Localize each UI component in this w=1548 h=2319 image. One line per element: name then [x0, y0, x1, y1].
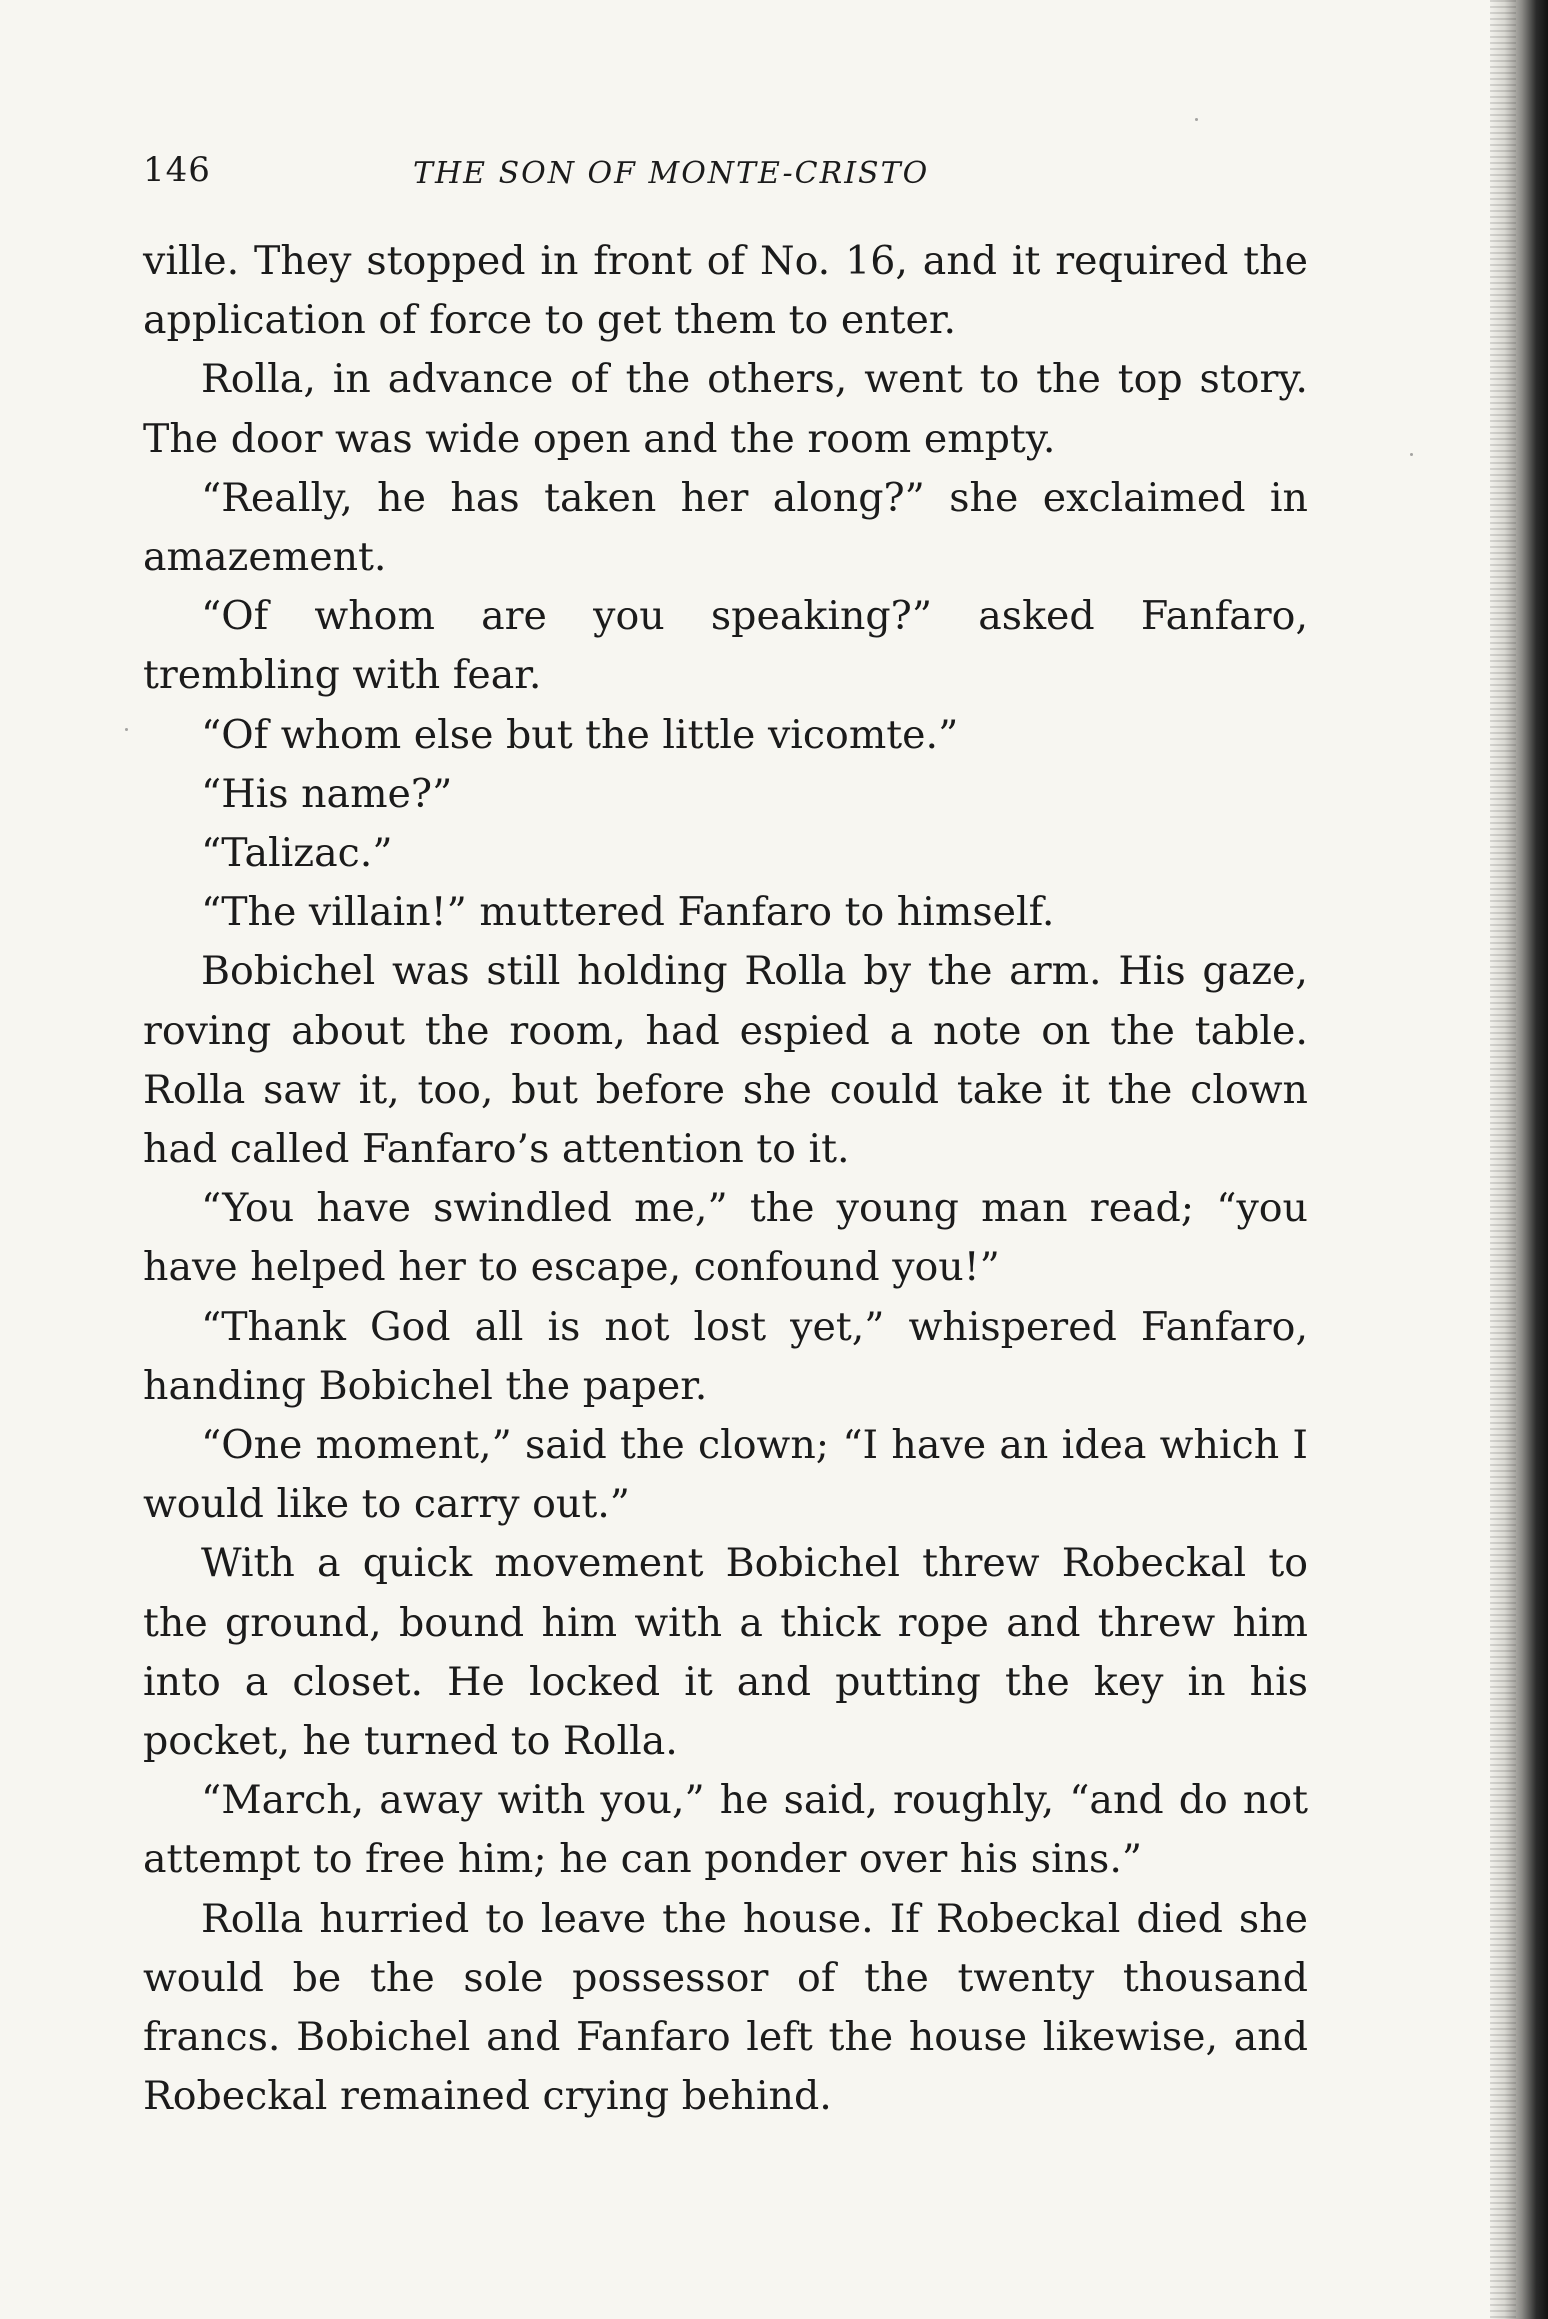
paragraph: “One moment,” said the clown; “I have an idea which I would like to carry out.”: [143, 1422, 1308, 1528]
paragraph: “You have swindled me,” the young man read; “you have helped her to escape, confound you!”: [143, 1185, 1308, 1291]
book-spine-shadow: [1490, 0, 1548, 2319]
paragraph: “Of whom else but the little vicomte.”: [201, 711, 959, 758]
paper-speck: [1195, 118, 1198, 121]
paragraph: ville. They stopped in front of No. 16, and it required the application of force to get them to enter.: [143, 238, 1308, 344]
paragraph: Rolla, in advance of the others, went to the top story. The door was wide open and the room empty.: [143, 356, 1308, 462]
page-number: 146: [143, 150, 211, 190]
page-header: [143, 150, 1313, 210]
paragraph: “The villain!” muttered Fanfaro to himself.: [201, 889, 1055, 936]
paragraph: “Really, he has taken her along?” she exclaimed in amazement.: [143, 474, 1308, 581]
paragraph: Bobichel was still holding Rolla by the arm. His gaze, roving about the room, had espied a note on the table. Rolla saw it, too, but before she could take it the clown had called Fanfaro’s attention to it.: [143, 948, 1308, 1173]
paragraph: Rolla hurried to leave the house. If Robeckal died she would be the sole possessor of the twenty thousand francs. Bobichel and Fanfaro left the house likewise, and Robeckal remained crying behind.: [143, 1895, 1308, 2120]
paragraph: “His name?”: [201, 770, 453, 817]
paragraph: With a quick movement Bobichel threw Robeckal to the ground, bound him with a thick rope and threw him into a closet. He locked it and putting the key in his pocket, he turned to Rolla.: [143, 1540, 1308, 1765]
running-title: THE SON OF MONTE-CRISTO: [413, 156, 930, 191]
paper-speck: [125, 728, 128, 731]
paragraph: “Talizac.”: [201, 830, 393, 877]
paragraph: “March, away with you,” he said, roughly, “and do not attempt to free him; he can ponder over his sins.”: [143, 1777, 1308, 1883]
body-text: [143, 232, 1308, 2127]
paragraph: “Of whom are you speaking?” asked Fanfaro, trembling with fear.: [143, 593, 1308, 699]
paper-speck: [1410, 453, 1413, 456]
paragraph: “Thank God all is not lost yet,” whispered Fanfaro, handing Bobichel the paper.: [143, 1303, 1308, 1409]
